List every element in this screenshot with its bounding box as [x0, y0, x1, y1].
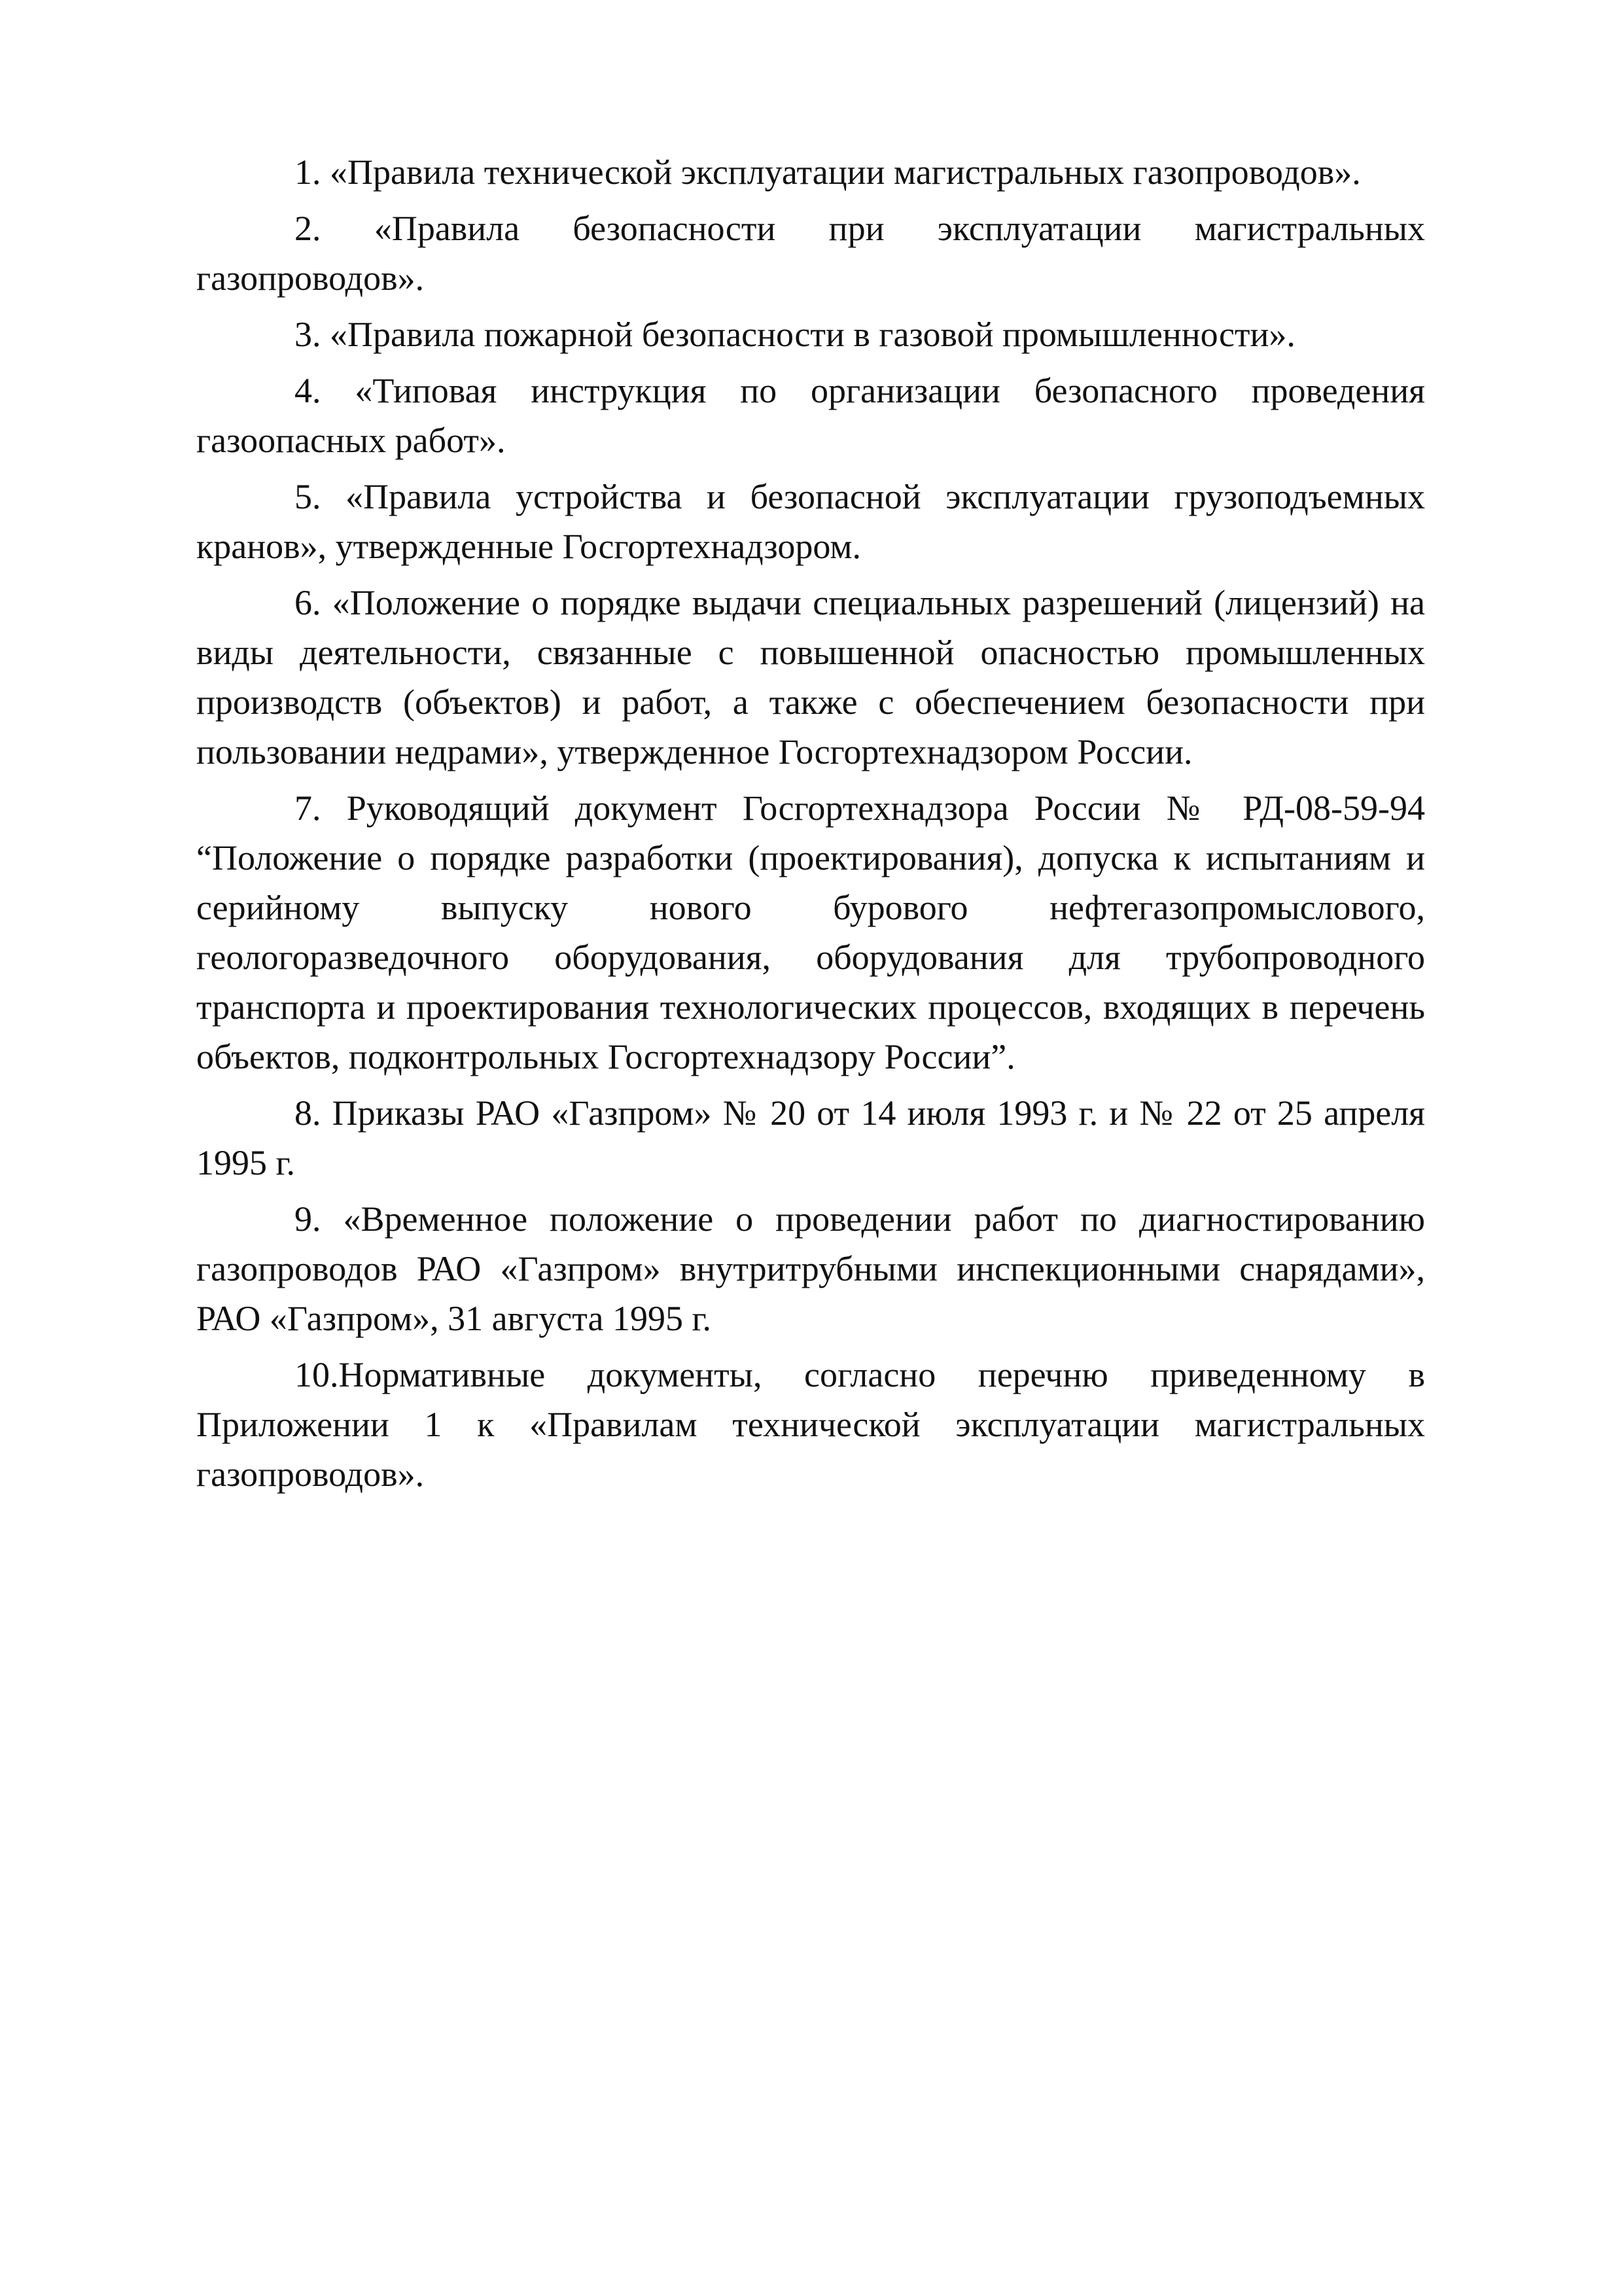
list-item: 8. Приказы РАО «Газпром» № 20 от 14 июля 1993 г. и № 22 от 25 апреля 1995 г.: [196, 1093, 1425, 1182]
list-item: 5. «Правила устройства и безопасной эксплуатации грузоподъемных кранов», утвержденные Госгортехнадзором.: [196, 477, 1425, 566]
list-item: 1. «Правила технической эксплуатации магистральных газопроводов».: [294, 152, 1361, 192]
list-item: 9. «Временное положение о проведении работ по диагностированию газопроводов РАО «Газпром» внутритрубными инспекционными снарядами», РАО «Газпром», 31 августа 1995 г.: [196, 1199, 1425, 1338]
list-item: 10.Нормативные документы, согласно перечню приведенному в Приложении 1 к «Правилам технической эксплуатации магистральных газопроводов».: [196, 1355, 1425, 1494]
list-item: 2. «Правила безопасности при эксплуатации магистральных газопроводов».: [196, 209, 1425, 298]
document-body: [196, 147, 1425, 1506]
list-item: 7. Руководящий документ Госгортехнадзора России № РД-08-59-94 “Положение о порядке разработки (проектирования), допуска к испытаниям и серийному выпуску нового бурового нефтегазопромыслового, геологоразведочного оборудования, оборудования для трубопроводного транспорта и проектирования технологических процессов, входящих в перечень объектов, подконтрольных Госгортехнадзору России”.: [196, 788, 1425, 1076]
list-item: 4. «Типовая инструкция по организации безопасного проведения газоопасных работ».: [196, 371, 1425, 460]
list-item: 3. «Правила пожарной безопасности в газовой промышленности».: [294, 315, 1296, 354]
list-item: 6. «Положение о порядке выдачи специальных разрешений (лицензий) на виды деятельности, связанные с повышенной опасностью промышленных производств (объектов) и работ, а также с обеспечением безопасности при пользовании недрами», утвержденное Госгортехнадзором России.: [196, 583, 1425, 771]
